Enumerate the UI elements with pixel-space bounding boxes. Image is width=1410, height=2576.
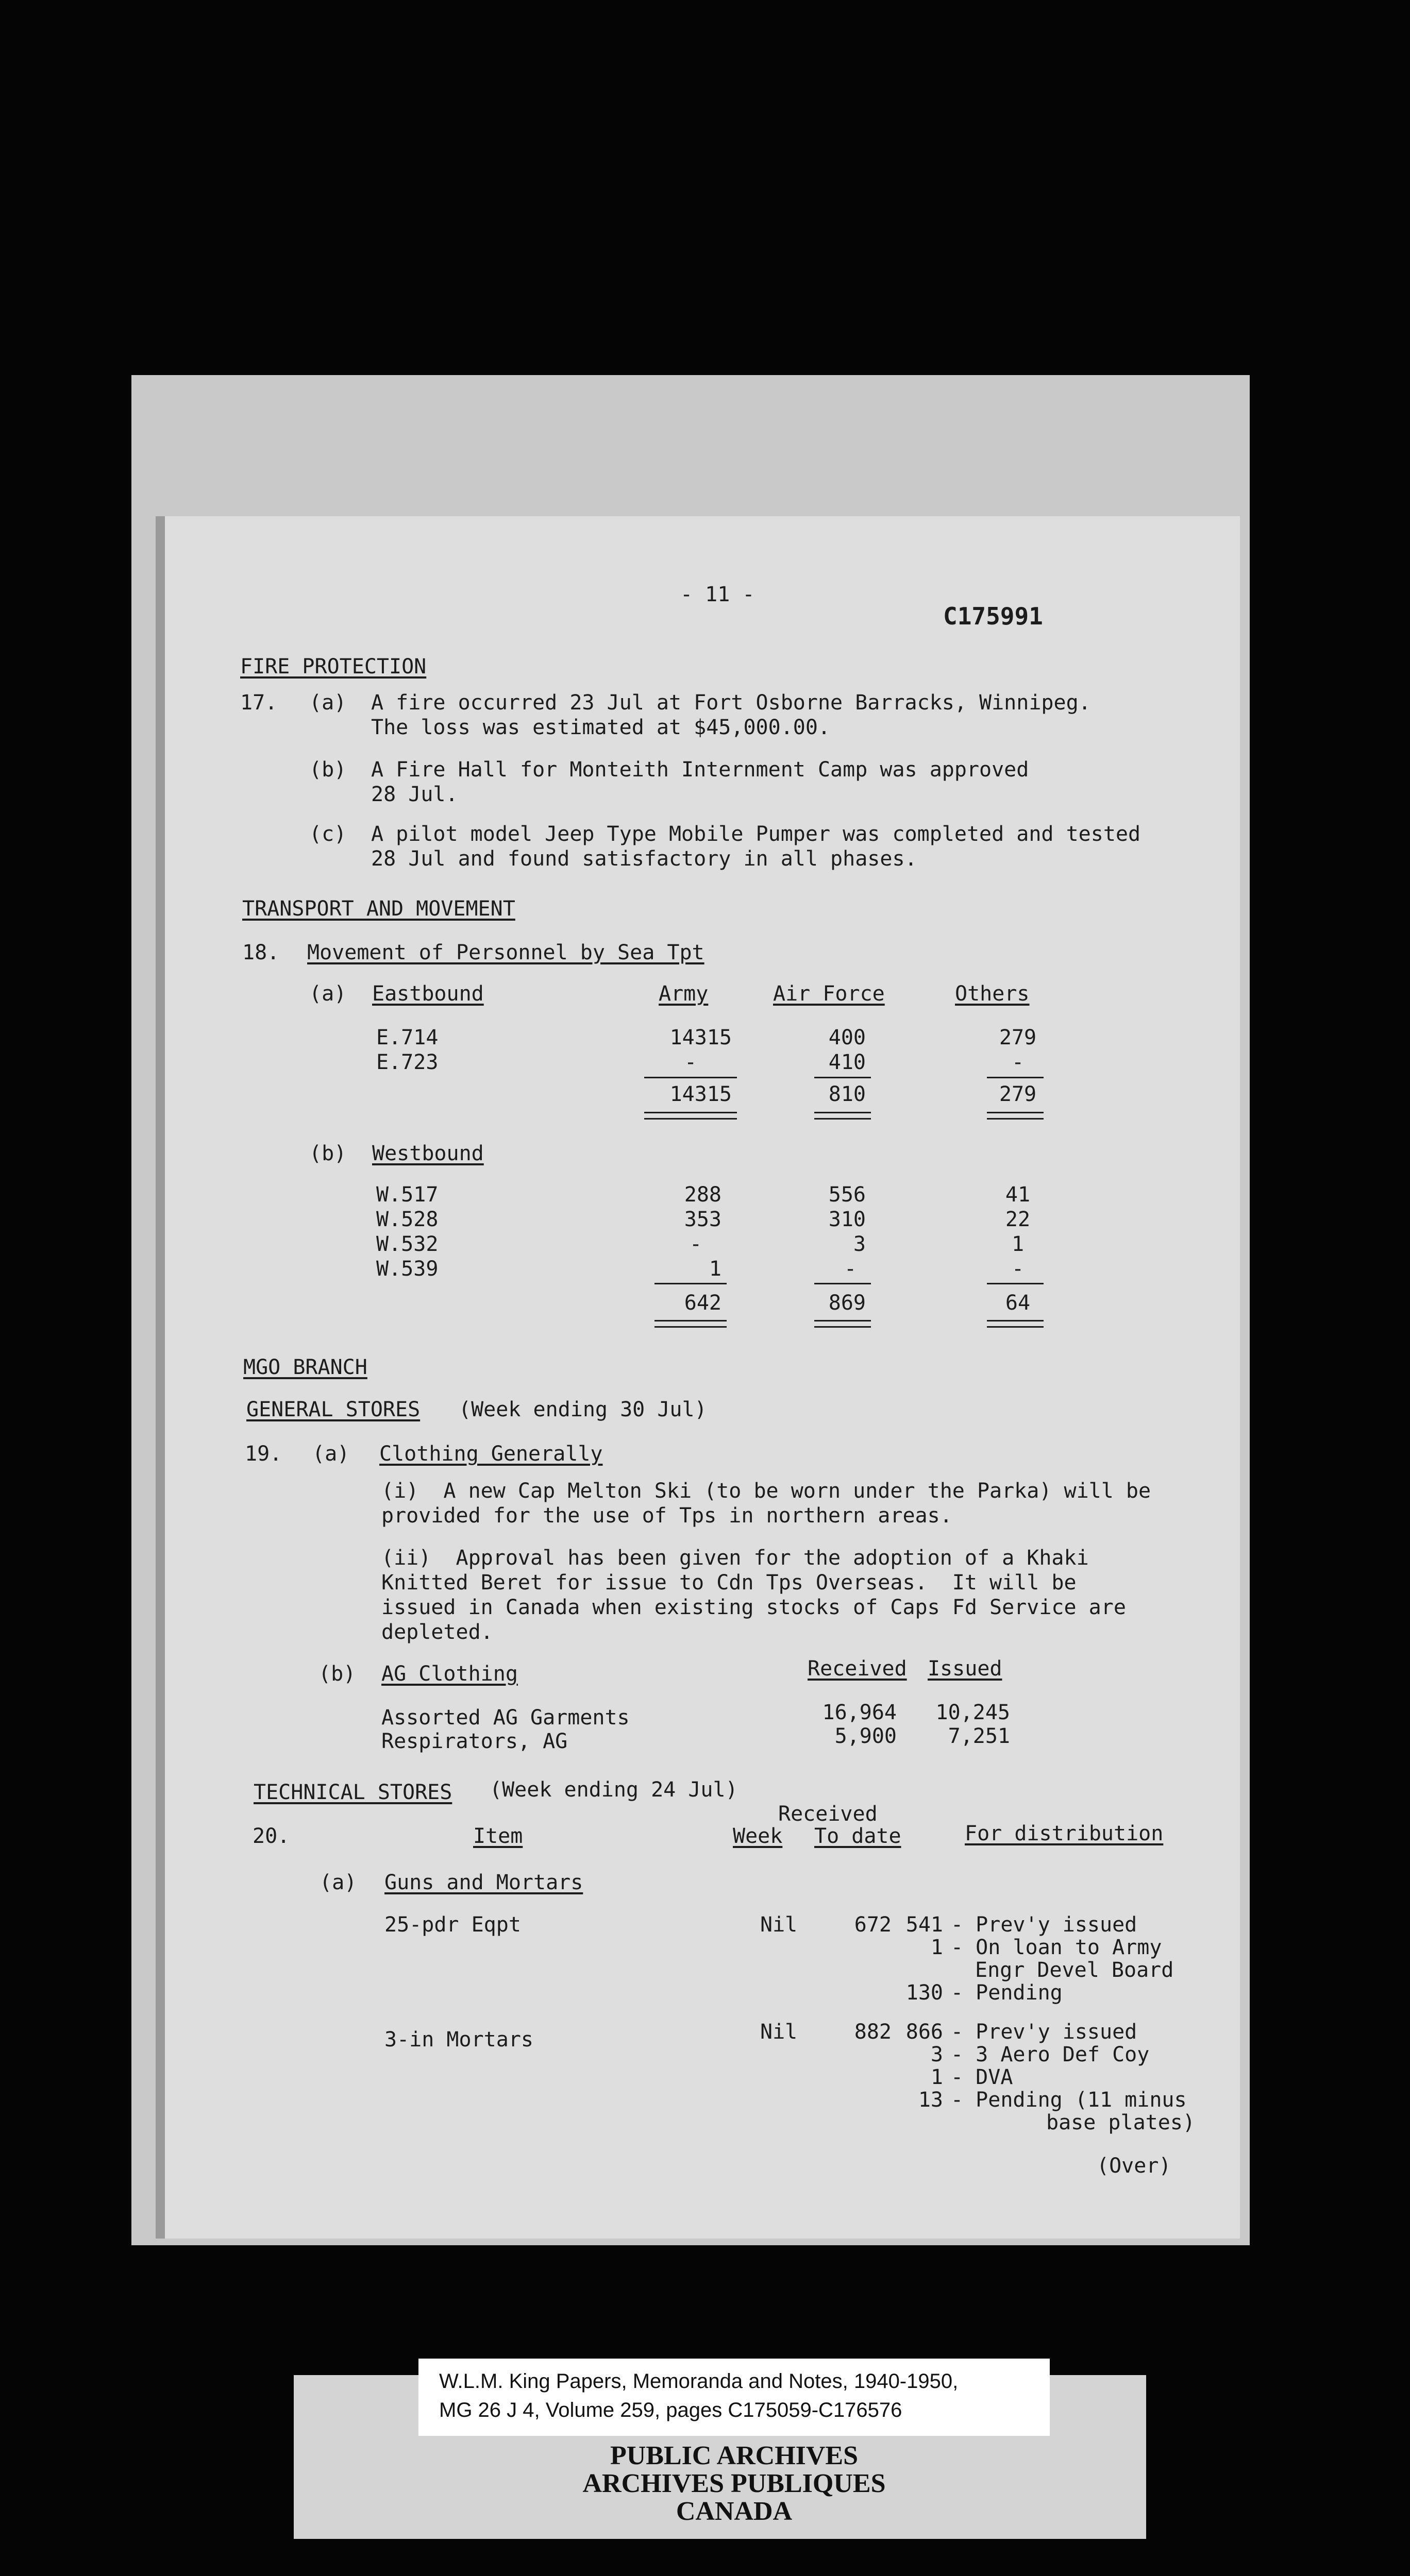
ag-row-item: Respirators, AG <box>381 1730 568 1753</box>
technical-stores-heading: TECHNICAL STORES <box>254 1781 452 1804</box>
eastbound-double-rule-air <box>814 1112 871 1120</box>
dist-qty: 13 <box>918 2088 943 2112</box>
dist-qty: 541 <box>905 1913 943 1937</box>
eastbound-title: Eastbound <box>372 982 484 1006</box>
col-week: Week <box>733 1824 783 1848</box>
sea-transport-subheading: Movement of Personnel by Sea Tpt <box>307 941 704 964</box>
col-army: Army <box>659 982 709 1006</box>
over-note: (Over) <box>1097 2154 1171 2178</box>
westbound-double-rule-army <box>654 1320 727 1328</box>
westbound-total-others: 64 <box>1005 1291 1031 1315</box>
dist-text: base plates) <box>1046 2111 1195 2134</box>
ag-row-issued: 10,245 <box>935 1701 1010 1724</box>
col-item: Item <box>473 1824 523 1848</box>
westbound-row-name: W.532 <box>376 1232 439 1256</box>
para-19-number: 19. <box>245 1442 282 1466</box>
eastbound-total-army: 14315 <box>669 1082 732 1106</box>
tech-item-to-date: 882 <box>854 2020 892 2044</box>
westbound-label: (b) <box>309 1142 347 1165</box>
eastbound-total-air: 810 <box>828 1082 866 1106</box>
guns-mortars-title: Guns and Mortars <box>384 1871 583 1894</box>
clothing-ii-line3: issued in Canada when existing stocks of Caps Fd Service are <box>381 1596 1126 1619</box>
eastbound-sum-rule-others <box>987 1077 1044 1078</box>
fire-item-a-line1: A fire occurred 23 Jul at Fort Osborne Barracks, Winnipeg. <box>371 691 1091 715</box>
page-number: - 11 - <box>680 583 755 606</box>
clothing-label: (a) <box>312 1442 350 1466</box>
para-18-number: 18. <box>242 941 280 964</box>
ag-clothing-title: AG Clothing <box>381 1662 518 1686</box>
eastbound-double-rule-others <box>987 1112 1044 1120</box>
col-received: Received <box>778 1802 878 1826</box>
eastbound-row-others: 279 <box>999 1026 1037 1049</box>
westbound-row-air: - <box>844 1257 857 1281</box>
eastbound-sum-rule-air <box>814 1077 871 1078</box>
citation-caption <box>418 2359 1050 2436</box>
westbound-row-others: 22 <box>1005 1208 1031 1231</box>
eastbound-label: (a) <box>309 982 347 1006</box>
dist-text: - Prev'y issued <box>951 1913 1137 1937</box>
dist-text: - Pending (11 minus <box>951 2088 1187 2112</box>
eastbound-row-air: 400 <box>828 1026 866 1049</box>
col-to-date: To date <box>814 1824 901 1848</box>
transport-heading: TRANSPORT AND MOVEMENT <box>242 897 515 921</box>
dist-text: - Pending <box>951 1981 1063 2005</box>
dist-text: - 3 Aero Def Coy <box>951 2043 1150 2066</box>
clothing-ii-line4: depleted. <box>381 1620 493 1644</box>
dist-text: - DVA <box>951 2065 1013 2089</box>
westbound-sum-rule-army <box>654 1283 727 1284</box>
clothing-generally-title: Clothing Generally <box>379 1442 603 1466</box>
general-stores-week: (Week ending 30 Jul) <box>459 1398 707 1421</box>
fire-protection-heading: FIRE PROTECTION <box>240 655 427 679</box>
ag-row-received: 16,964 <box>822 1701 897 1724</box>
tech-item-week: Nil <box>760 1913 798 1937</box>
fire-item-c-line2: 28 Jul and found satisfactory in all phases. <box>371 847 917 871</box>
col-others: Others <box>955 982 1030 1006</box>
eastbound-row-air: 410 <box>828 1050 866 1074</box>
ag-clothing-label: (b) <box>318 1662 356 1686</box>
fire-item-b-line1: A Fire Hall for Monteith Internment Camp was approved <box>371 758 1029 782</box>
westbound-row-army: 1 <box>709 1257 721 1281</box>
westbound-row-name: W.517 <box>376 1183 439 1207</box>
tech-item-name: 3-in Mortars <box>384 2028 533 2052</box>
dist-text: - On loan to Army <box>951 1936 1162 1959</box>
eastbound-double-rule-army <box>644 1112 737 1120</box>
fire-item-c-line1: A pilot model Jeep Type Mobile Pumper was completed and tested <box>371 822 1141 846</box>
clothing-i-line2: provided for the use of Tps in northern areas. <box>381 1504 952 1528</box>
dist-qty: 3 <box>930 2043 943 2066</box>
eastbound-row-army: - <box>684 1050 697 1074</box>
para-17-number: 17. <box>240 691 278 715</box>
westbound-sum-rule-others <box>987 1283 1044 1284</box>
dist-qty: 866 <box>905 2020 943 2044</box>
westbound-row-air: 310 <box>828 1208 866 1231</box>
fire-item-b-line2: 28 Jul. <box>371 783 458 806</box>
clothing-ii-line2: Knitted Beret for issue to Cdn Tps Overseas. It will be <box>381 1571 1077 1595</box>
guns-mortars-label: (a) <box>320 1871 357 1894</box>
technical-stores-week: (Week ending 24 Jul) <box>490 1778 738 1802</box>
westbound-total-air: 869 <box>828 1291 866 1315</box>
clothing-ii-line1: (ii) Approval has been given for the adoption of a Khaki <box>381 1546 1089 1570</box>
ag-row-received: 5,900 <box>834 1724 897 1748</box>
westbound-sum-rule-air <box>814 1283 871 1284</box>
document-reference: C175991 <box>943 602 1043 630</box>
eastbound-row-name: E.723 <box>376 1050 439 1074</box>
fire-item-c-label: (c) <box>309 822 347 846</box>
eastbound-row-name: E.714 <box>376 1026 439 1049</box>
archive-stamp-text <box>418 2442 1050 2526</box>
citation-line-1: W.L.M. King Papers, Memoranda and Notes, 1940-1950, <box>439 2370 959 2393</box>
mgo-heading: MGO BRANCH <box>243 1355 367 1379</box>
stamp-line-3: CANADA <box>676 2497 793 2526</box>
fire-item-a-line2: The loss was estimated at $45,000.00. <box>371 716 831 739</box>
westbound-title: Westbound <box>372 1142 484 1165</box>
westbound-double-rule-air <box>814 1320 871 1328</box>
ag-col-issued: Issued <box>928 1657 1002 1681</box>
ag-col-received: Received <box>808 1657 907 1681</box>
fire-item-b-label: (b) <box>309 758 347 782</box>
stamp-line-2: ARCHIVES PUBLIQUES <box>582 2469 886 2498</box>
col-for-distribution: For distribution <box>965 1822 1164 1845</box>
general-stores-heading: GENERAL STORES <box>246 1398 421 1421</box>
col-air-force: Air Force <box>773 982 885 1006</box>
westbound-row-others: 1 <box>1011 1232 1025 1256</box>
westbound-double-rule-others <box>987 1320 1044 1328</box>
dist-qty: 1 <box>930 2065 943 2089</box>
eastbound-row-army: 14315 <box>669 1026 732 1049</box>
ag-row-issued: 7,251 <box>948 1724 1010 1748</box>
eastbound-row-others: - <box>1011 1050 1025 1074</box>
tech-item-to-date: 672 <box>854 1913 892 1937</box>
para-20-number: 20. <box>253 1824 290 1848</box>
ag-row-item: Assorted AG Garments <box>381 1706 630 1730</box>
dist-text: Engr Devel Board <box>975 1958 1174 1982</box>
clothing-i-line1: (i) A new Cap Melton Ski (to be worn under the Parka) will be <box>381 1479 1151 1503</box>
westbound-total-army: 642 <box>684 1291 721 1315</box>
westbound-row-others: - <box>1011 1257 1025 1281</box>
citation-line-2: MG 26 J 4, Volume 259, pages C175059-C176576 <box>439 2399 902 2421</box>
westbound-row-others: 41 <box>1005 1183 1031 1207</box>
westbound-row-army: 288 <box>684 1183 721 1207</box>
tech-item-name: 25-pdr Eqpt <box>384 1913 521 1937</box>
westbound-row-name: W.528 <box>376 1208 439 1231</box>
stamp-line-1: PUBLIC ARCHIVES <box>610 2441 859 2470</box>
dist-qty: 1 <box>930 1936 943 1959</box>
tech-item-week: Nil <box>760 2020 798 2044</box>
westbound-row-name: W.539 <box>376 1257 439 1281</box>
fire-item-a-label: (a) <box>309 691 347 715</box>
eastbound-sum-rule-army <box>644 1077 737 1078</box>
westbound-row-army: - <box>689 1232 702 1256</box>
westbound-row-air: 556 <box>828 1183 866 1207</box>
eastbound-total-others: 279 <box>999 1082 1037 1106</box>
dist-qty: 130 <box>905 1981 943 2005</box>
westbound-row-army: 353 <box>684 1208 721 1231</box>
westbound-row-air: 3 <box>853 1232 866 1256</box>
dist-text: - Prev'y issued <box>951 2020 1137 2044</box>
